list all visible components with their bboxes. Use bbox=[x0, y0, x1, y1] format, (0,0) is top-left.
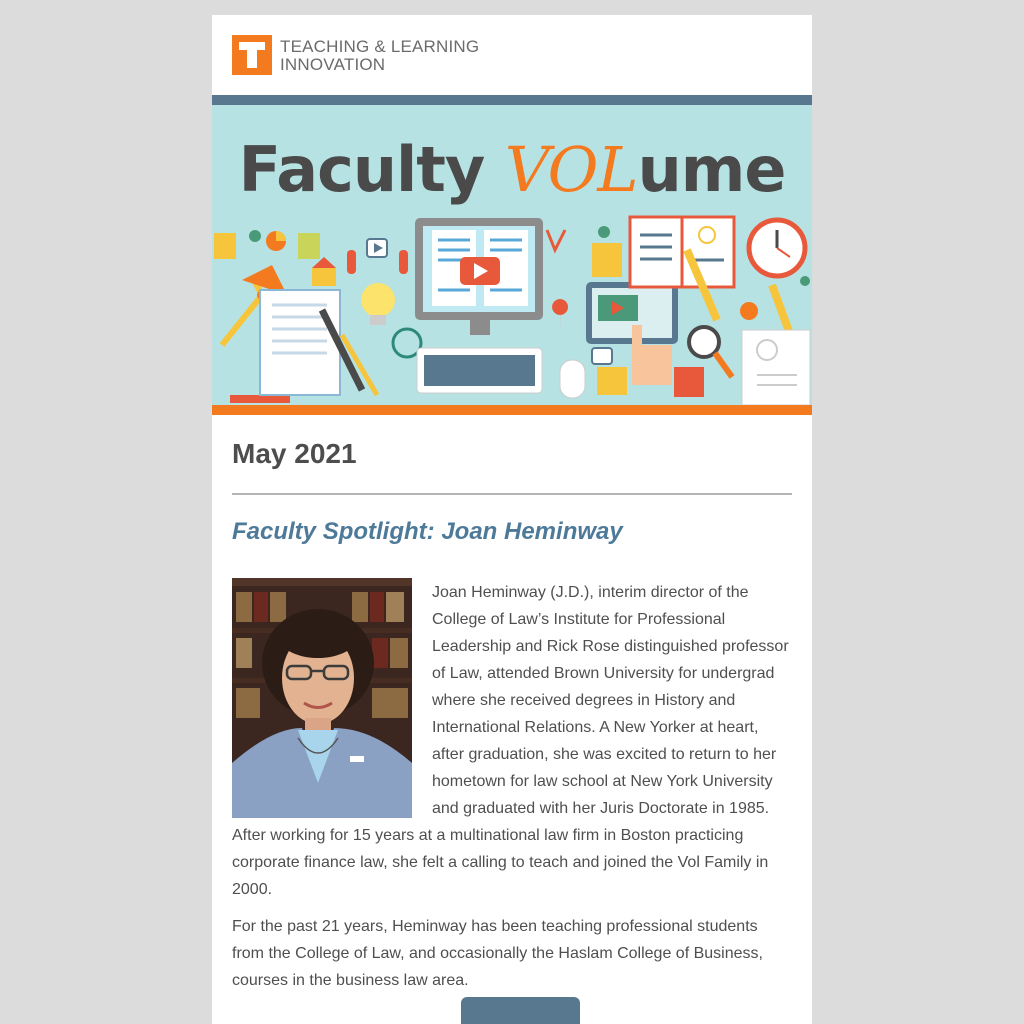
banner-bottom-bar bbox=[212, 405, 812, 415]
section-divider bbox=[232, 493, 792, 495]
issue-month: May 2021 bbox=[232, 438, 357, 469]
email-container bbox=[212, 15, 812, 1024]
computer-monitor-icon bbox=[415, 218, 543, 335]
map-pin-icon bbox=[552, 299, 568, 333]
notepad-icon bbox=[742, 330, 810, 405]
spotlight-heading[interactable]: Faculty Spotlight: Joan Heminway bbox=[232, 518, 623, 545]
clock-icon bbox=[749, 220, 805, 276]
book-icon bbox=[298, 233, 320, 259]
department-logo-text[interactable] bbox=[280, 38, 479, 74]
document-icon bbox=[260, 290, 340, 395]
faculty-volume-banner bbox=[212, 105, 812, 405]
spotlight-paragraph-2: For the past 21 years, Heminway has been teaching professional students from the College of Law, and occasionally the Haslam College of Business, courses in the business law area. bbox=[232, 918, 763, 989]
spotlight-paragraph-1: Joan Heminway (J.D.), interim director of the College of Law’s Institute for Professional Leadership and Rick Rose distinguished professor of Law, attended Brown University for undergrad where she received degrees in History and International Relations. A New Yorker at heart, after graduation, she was excited to return to her hometown for law school at New York University and graduated with her Juris Doctorate in 1985. After working for 15 years at a multinational law firm in Boston practicing corporate finance law, she felt a calling to teach and joined the Vol Family in 2000. bbox=[232, 584, 789, 898]
banner-top-bar bbox=[212, 95, 812, 105]
chart-icon bbox=[547, 230, 565, 250]
read-more-button[interactable] bbox=[461, 997, 580, 1024]
open-book-icon bbox=[630, 217, 734, 287]
email-header bbox=[212, 15, 812, 95]
spotlight-article bbox=[232, 578, 792, 994]
education-illustration bbox=[212, 105, 812, 405]
mail-icon bbox=[312, 257, 336, 286]
folder-icon bbox=[214, 233, 236, 259]
cube-icon bbox=[592, 243, 622, 277]
banner-title-end: ume bbox=[637, 133, 786, 206]
banner-title-main: Faculty bbox=[238, 133, 505, 206]
lightbulb-icon bbox=[361, 283, 395, 325]
faculty-portrait-photo bbox=[232, 578, 412, 818]
university-logo-icon[interactable] bbox=[232, 35, 272, 75]
logo-line-2: INNOVATION bbox=[280, 55, 386, 74]
newsletter-content bbox=[212, 437, 812, 994]
mouse-icon bbox=[560, 360, 585, 398]
keyboard-icon bbox=[417, 348, 542, 393]
logo-line-1: TEACHING & LEARNING bbox=[280, 37, 480, 56]
banner-title-accent: VOL bbox=[504, 133, 638, 206]
